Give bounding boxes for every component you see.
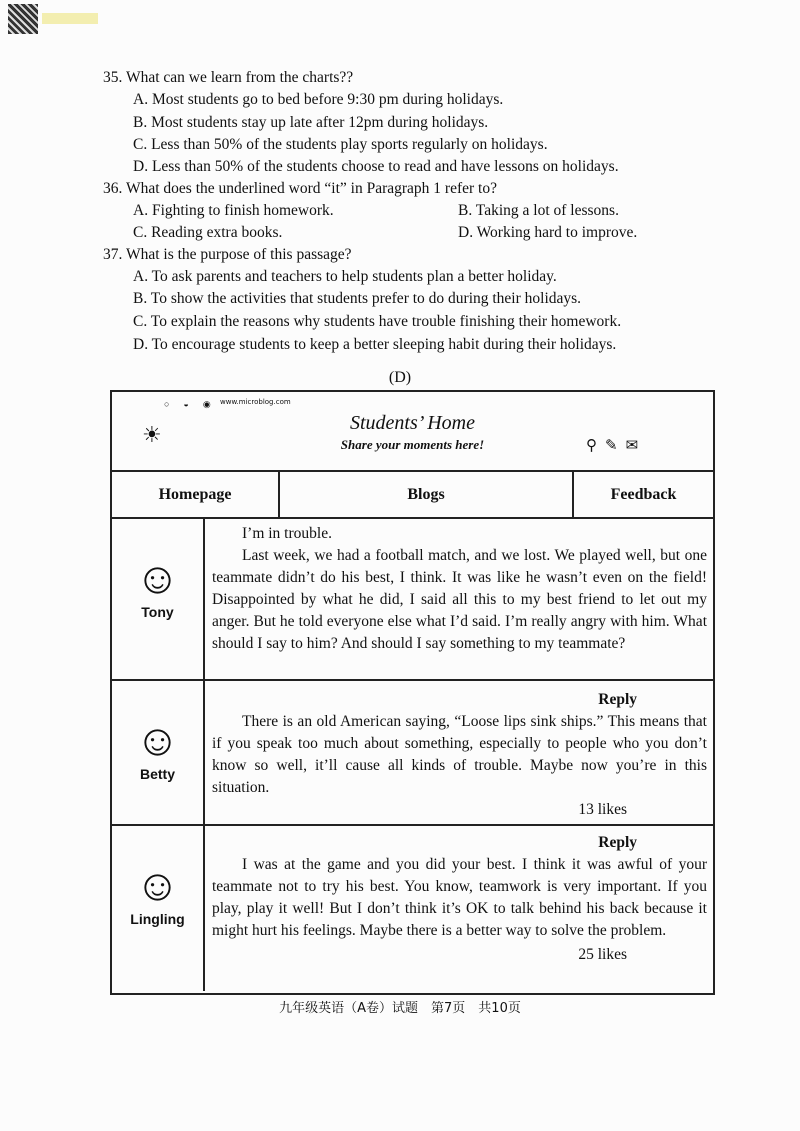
page-footer: 九年级英语（A卷）试题 第7页 共10页	[279, 1001, 521, 1016]
site-subtitle: Share your moments here!	[340, 437, 485, 452]
option: B. To show the activities that students prefer to do during their holidays.	[133, 290, 582, 307]
mail-icon[interactable]: ✉	[625, 438, 647, 454]
post-tony	[112, 519, 713, 681]
post-text: There is an old American saying, “Loose lips sink ships.” This means that if you speak too much about something, especially to people who you don’t know so well, it’ll cause all kinds of trouble. Maybe now you’re in this situation.	[212, 713, 707, 796]
avatar-icon: ☺	[135, 716, 180, 765]
option: B. Most students stay up late after 12pm during holidays.	[133, 114, 489, 131]
author-name: Tony	[141, 604, 174, 620]
nav-blogs[interactable]: Blogs	[280, 472, 574, 519]
option: D. To encourage students to keep a better sleeping habit during their holidays.	[133, 336, 617, 353]
avatar-icon: ☺	[135, 554, 180, 603]
blog-page	[110, 390, 715, 995]
section-label: (D)	[388, 369, 412, 386]
site-title: Students’ Home	[350, 412, 475, 434]
post-text: I was at the game and you did your best. I think it was awful of your teammate not to try his best. You know, teamwork is very important. If you play, play it well! But I don’t think it’s OK to talk behind his back because it might hurt his feelings. Maybe there is a better way to solve the problem.	[212, 856, 707, 939]
likes-count[interactable]: 25 likes	[578, 946, 627, 963]
option: C. Less than 50% of the students play sports regularly on holidays.	[133, 136, 548, 153]
option: B. Taking a lot of lessons.	[458, 202, 619, 219]
nav-feedback[interactable]: Feedback	[574, 472, 713, 519]
question-35: 35. What can we learn from the charts??	[103, 69, 354, 86]
post-text: Last week, we had a football match, and we lost. We played well, but one teammate didn’t do his best, I think. It was like he wasn’t even on the field! Disappointed by what he did, I said all this to my best friend to let out my anger. But he told everyone else what I’d said. I’m really angry with him. What should I say to him? And should I say something to my teammate?	[212, 547, 707, 652]
search-icon[interactable]: ⚲	[586, 438, 605, 454]
author-name: Lingling	[130, 911, 185, 927]
likes-count[interactable]: 13 likes	[578, 801, 627, 818]
question-36: 36. What does the underlined word “it” in Paragraph 1 refer to?	[103, 180, 497, 197]
avatar-icon: ☺	[135, 861, 180, 910]
question-37: 37. What is the purpose of this passage?	[103, 246, 352, 263]
post-lingling	[112, 826, 713, 991]
qr-code-icon	[8, 4, 38, 34]
lightbulb-icon: ☀	[142, 422, 162, 447]
option: C. To explain the reasons why students have trouble finishing their homework.	[133, 313, 622, 330]
post-betty	[112, 681, 713, 826]
author-name: Betty	[139, 766, 175, 782]
watermark-tag	[42, 13, 98, 24]
option: A. Fighting to finish homework.	[133, 202, 334, 219]
blog-header	[112, 392, 713, 472]
option: C. Reading extra books.	[133, 224, 283, 241]
option: A. Most students go to bed before 9:30 pm during holidays.	[133, 91, 504, 108]
option: D. Working hard to improve.	[458, 224, 638, 241]
url: www.microblog.com	[220, 398, 291, 406]
browser-buttons-icon: ○◒◉	[164, 399, 225, 409]
reply-label: Reply	[598, 691, 637, 708]
post-text: I’m in trouble.	[242, 525, 332, 542]
reply-label: Reply	[598, 834, 637, 851]
nav-homepage[interactable]: Homepage	[112, 472, 280, 519]
edit-icon[interactable]: ✎	[605, 438, 626, 454]
option: D. Less than 50% of the students choose to read and have lessons on holidays.	[133, 158, 619, 175]
option: A. To ask parents and teachers to help students plan a better holiday.	[133, 268, 557, 285]
